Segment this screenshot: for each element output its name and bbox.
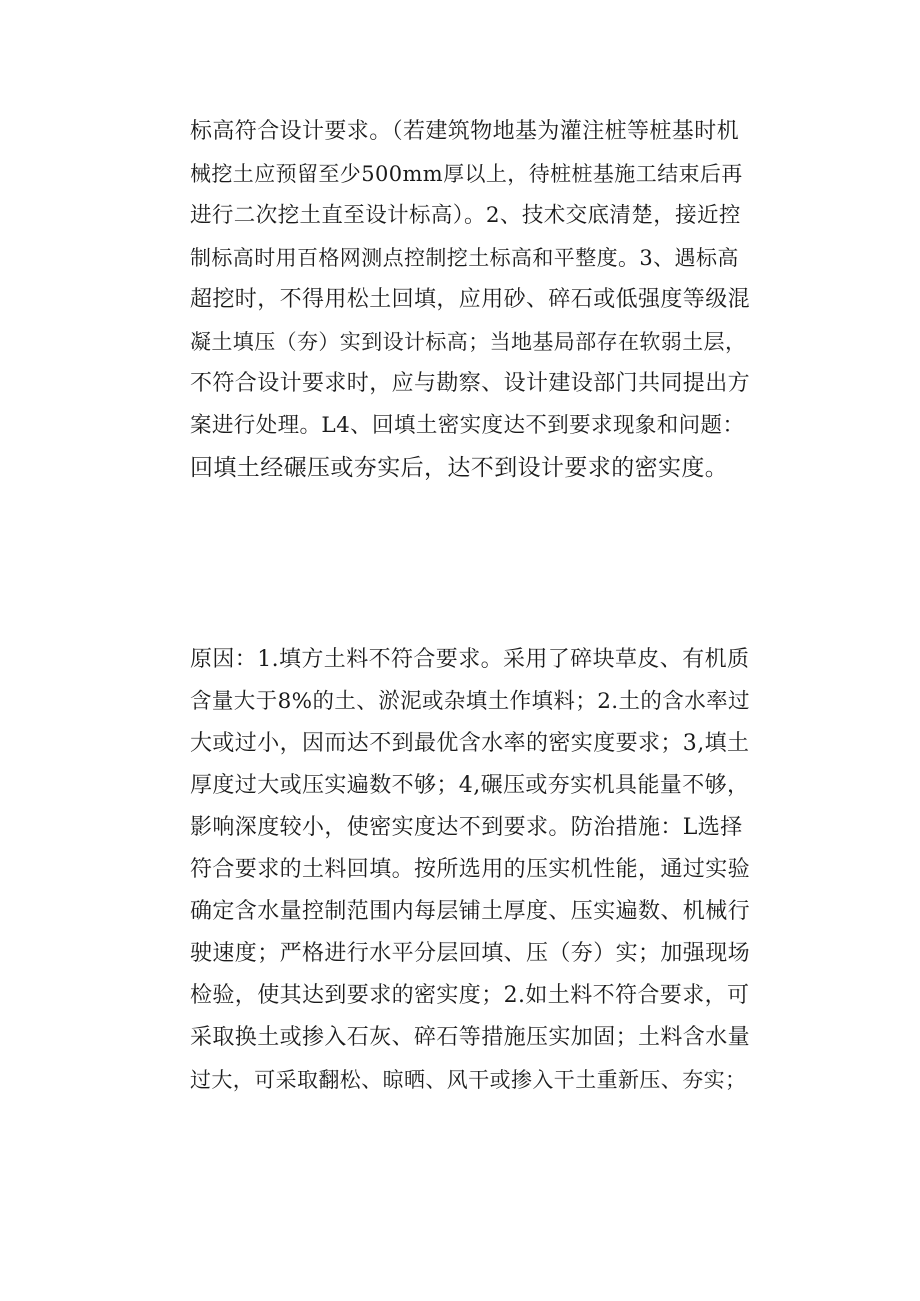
text-line: 过大，可采取翻松、晾晒、风干或掺入干土重新压、夯实； [190,1068,747,1092]
text-line: 影响深度较小，使密实度达不到要求。防治措施：L选择 [190,815,743,840]
text-line: 械挖土应预留至少500mm厚以上，待桩桩基施工结束后再 [190,162,743,186]
text-line: 回填土经碾压或夯实后，达不到设计要求的密实度。 [190,455,729,481]
text-line: 原因：1.填方土料不符合要求。采用了碎块草皮、有机质 [190,647,750,672]
text-line: 超挖时，不得用松土回填，应用砂、碎石或低强度等级混 [190,287,751,312]
text-line: 采取换土或掺入石灰、碎石等措施压实加固；土料含水量 [190,1025,751,1050]
text-line: 确定含水量控制范围内每层铺土厚度、压实遍数、机械行 [190,899,751,924]
text-line: 含量大于8%的土、淤泥或杂填土作填料；2.土的含水率过 [190,689,750,714]
text-line: 驶速度；严格进行水平分层回填、压（夯）实；加强现场 [190,941,751,966]
text-line: 标高符合设计要求。（若建筑物地基为灌注桩等桩基时机 [190,119,740,144]
text-line: 符合要求的土料回填。按所选用的压实机性能，通过实验 [190,857,751,882]
text-line: 进行二次挖土直至设计标高）。2、技术交底清楚，接近控 [190,203,741,228]
text-line: 制标高时用百格网测点控制挖土标高和平整度。3、遇标高 [190,246,739,270]
text-line: 不符合设计要求时，应与勘察、设计建设部门共同提出方 [190,371,751,396]
paragraph-2 [190,639,750,1101]
text-line: 大或过小，因而达不到最优含水率的密实度要求；3,填土 [190,731,750,756]
text-line: 厚度过大或压实遍数不够；4,碾压或夯实机具能量不够， [190,773,750,798]
text-line: 检验，使其达到要求的密实度；2.如土料不符合要求，可 [190,983,750,1008]
text-line: 凝土填压（夯）实到设计标高；当地基局部存在软弱土层， [190,330,747,354]
paragraph-1 [190,111,750,489]
text-line: 案进行处理。L4、回填土密实度达不到要求现象和问题： [190,413,745,438]
